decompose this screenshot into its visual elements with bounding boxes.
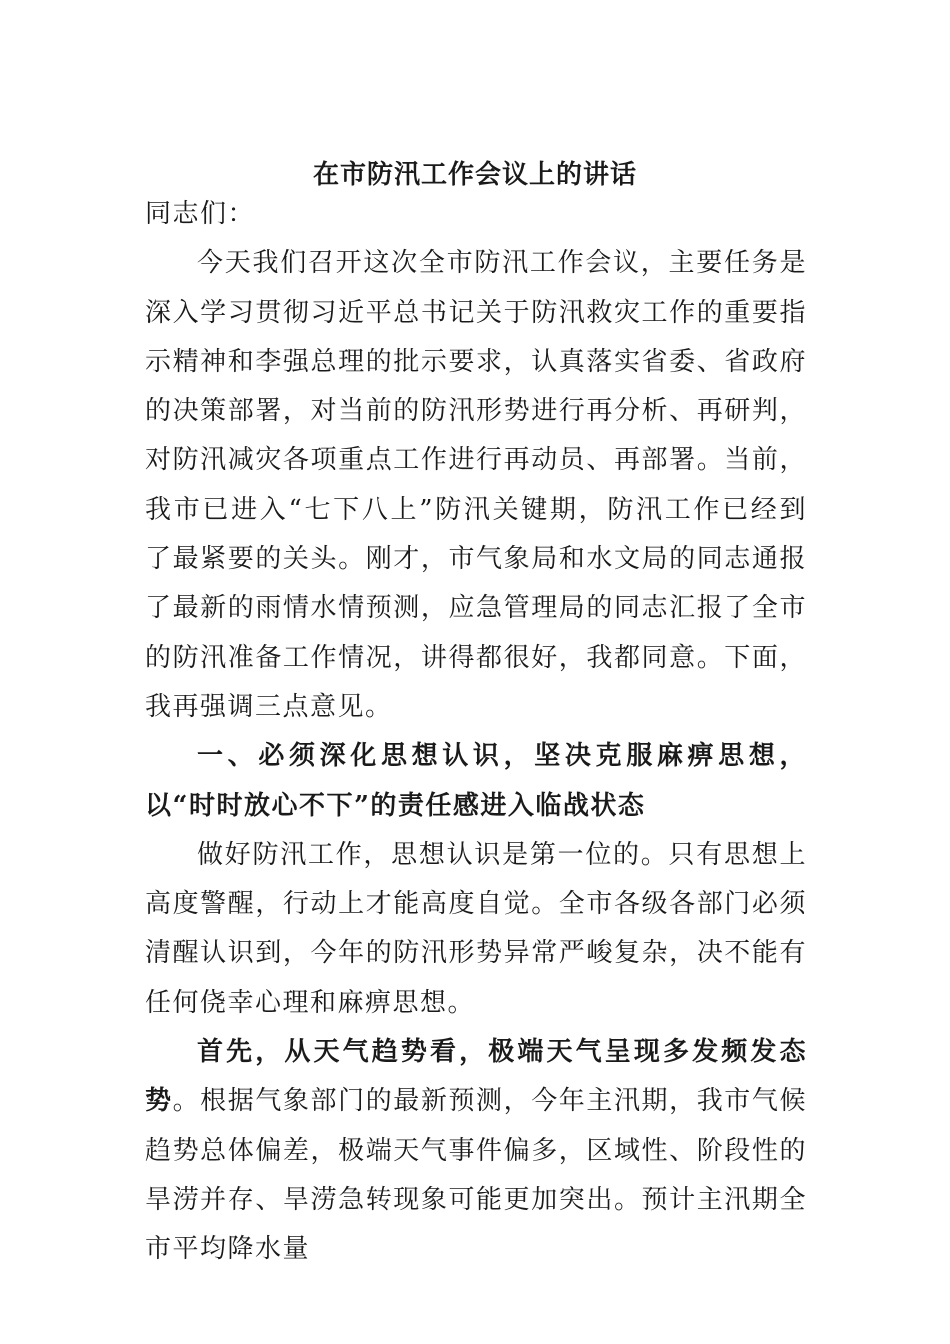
point-1-paragraph bbox=[145, 1028, 807, 1274]
section-heading-1: 一、必须深化思想认识，坚决克服麻痹思想，以“时时放心不下”的责任感进入临战状态 bbox=[145, 741, 807, 821]
point-1-text: 。根据气象部门的最新预测，今年主汛期，我市气候趋势总体偏差，极端天气事件偏多，区域性、阶段性的旱涝并存、旱涝急转现象可能更加突出。预计主汛期全市平均降水量 bbox=[145, 1086, 807, 1265]
salutation: 同志们： bbox=[145, 199, 256, 229]
point-1-lead: 首先，从天气趋势看，极端天气呈现多发频发态势 bbox=[145, 1037, 807, 1117]
section-1-paragraph: 做好防汛工作，思想认识是第一位的。只有思想上高度警醒，行动上才能高度自觉。全市各级各部门必须清醒认识到，今年的防汛形势异常严峻复杂，决不能有任何侥幸心理和麻痹思想。 bbox=[145, 839, 807, 1018]
document-title: 在市防汛工作会议上的讲话 bbox=[312, 160, 637, 190]
intro-paragraph: 今天我们召开这次全市防汛工作会议，主要任务是深入学习贯彻习近平总书记关于防汛救灾工作的重要指示精神和李强总理的批示要求，认真落实省委、省政府的决策部署，对当前的防汛形势进行再分析、再研判，对防汛减灾各项重点工作进行再动员、再部署。当前，我市已进入“七下八上”防汛关键期，防汛工作已经到了最紧要的关头。刚才，市气象局和水文局的同志通报了最新的雨情水情预测，应急管理局的同志汇报了全市的防汛准备工作情况，讲得都很好，我都同意。下面，我再强调三点意见。 bbox=[145, 248, 807, 722]
document-body bbox=[145, 190, 807, 1275]
